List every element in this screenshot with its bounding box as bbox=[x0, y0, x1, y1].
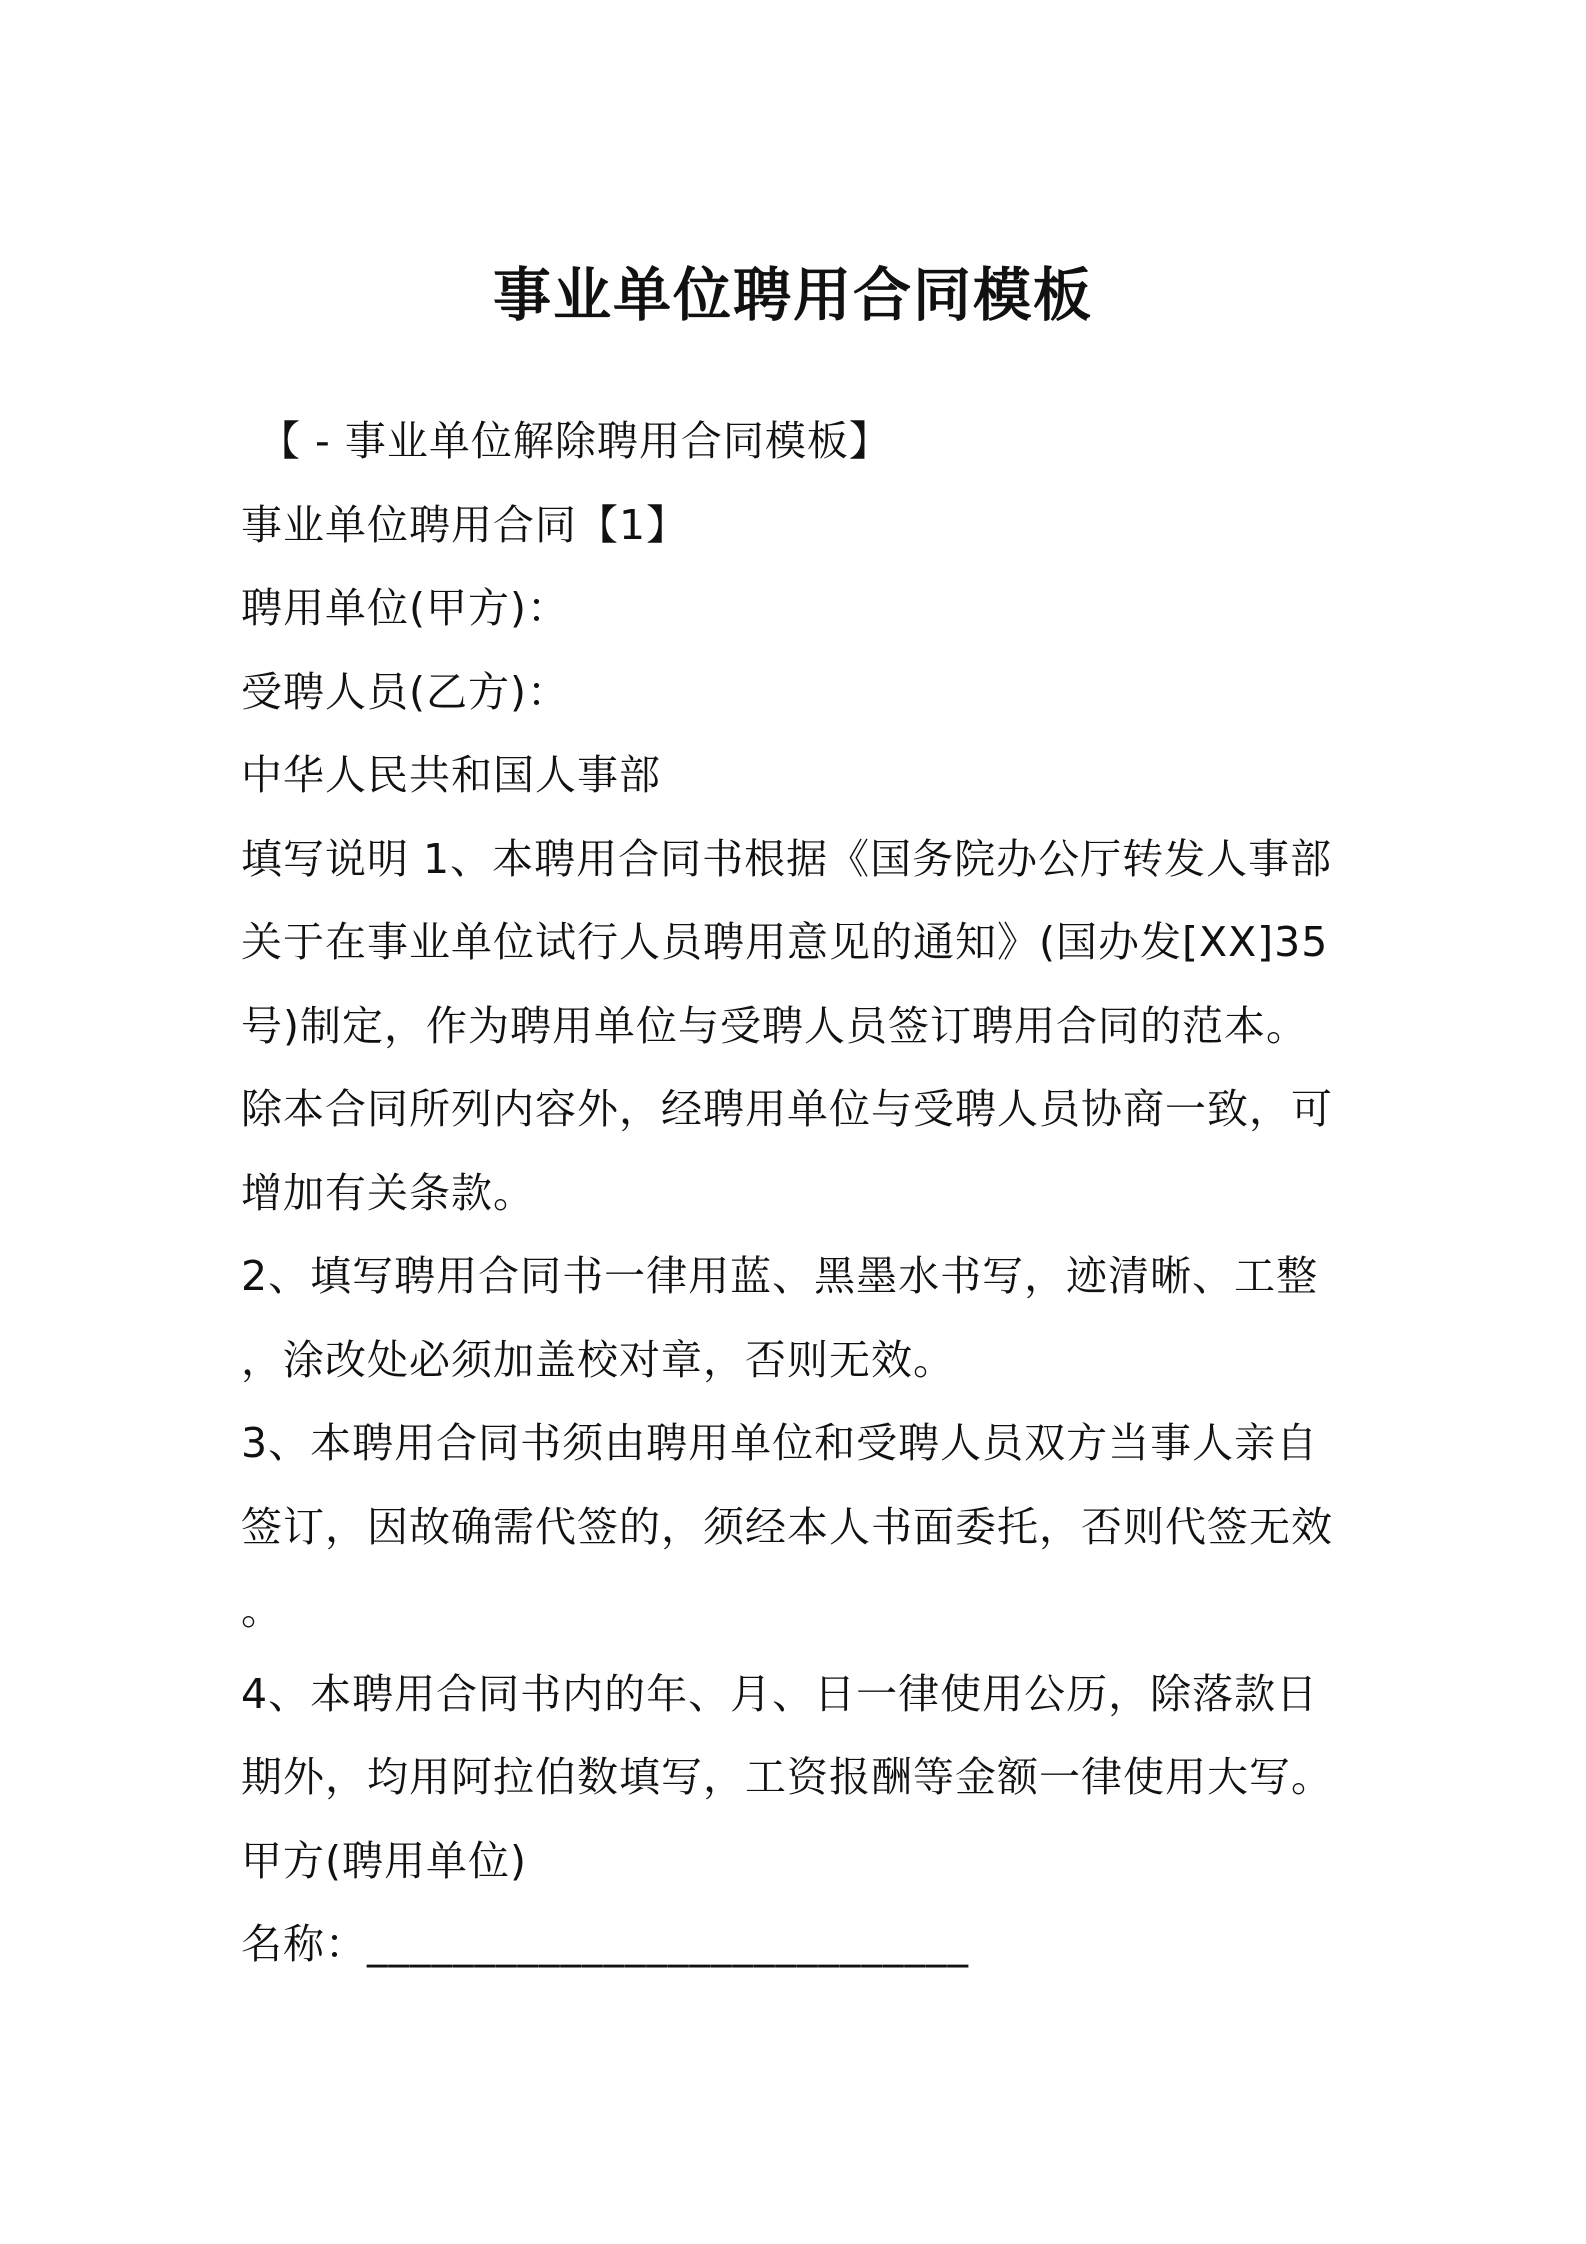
instruction-line: 期外，均用阿拉伯数填写，工资报酬等金额一律使用大写。 bbox=[241, 1753, 1333, 1801]
instruction-line: 。 bbox=[241, 1586, 283, 1634]
contract-heading-line: 事业单位聘用合同【1】 bbox=[241, 500, 689, 549]
instruction-line: 3、本聘用合同书须由聘用单位和受聘人员双方当事人亲自 bbox=[241, 1419, 1319, 1467]
instruction-line: 增加有关条款。 bbox=[241, 1168, 535, 1217]
party-a-line: 甲方(聘用单位) bbox=[241, 1836, 527, 1885]
document-body bbox=[241, 400, 1361, 1987]
instruction-line: 除本合同所列内容外，经聘用单位与受聘人员协商一致，可 bbox=[241, 1085, 1333, 1133]
issuer-line: 中华人民共和国人事部 bbox=[241, 751, 661, 799]
subtitle-line: 【 - 事业单位解除聘用合同模板】 bbox=[259, 417, 891, 465]
instruction-line: 号)制定，作为聘用单位与受聘人员签订聘用合同的范本。 bbox=[241, 1001, 1308, 1050]
instruction-line: 填写说明 1、本聘用合同书根据《国务院办公厅转发人事部 bbox=[241, 834, 1333, 883]
instruction-line: ，涂改处必须加盖校对章，否则无效。 bbox=[241, 1335, 955, 1384]
employee-line: 受聘人员(乙方)： bbox=[241, 667, 569, 716]
employer-line: 聘用单位(甲方)： bbox=[241, 584, 569, 632]
instruction-line: 2、填写聘用合同书一律用蓝、黑墨水书写，迹清晰、工整 bbox=[241, 1252, 1319, 1300]
instruction-line: 签订，因故确需代签的，须经本人书面委托，否则代签无效 bbox=[241, 1502, 1333, 1551]
instruction-line: 4、本聘用合同书内的年、月、日一律使用公历，除落款日 bbox=[241, 1669, 1319, 1718]
name-field-line: 名称：____________________________ bbox=[241, 1920, 969, 1968]
instruction-line: 关于在事业单位试行人员聘用意见的通知》(国办发[XX]35 bbox=[241, 918, 1329, 966]
document-title: 事业单位聘用合同模板 bbox=[492, 261, 1093, 329]
